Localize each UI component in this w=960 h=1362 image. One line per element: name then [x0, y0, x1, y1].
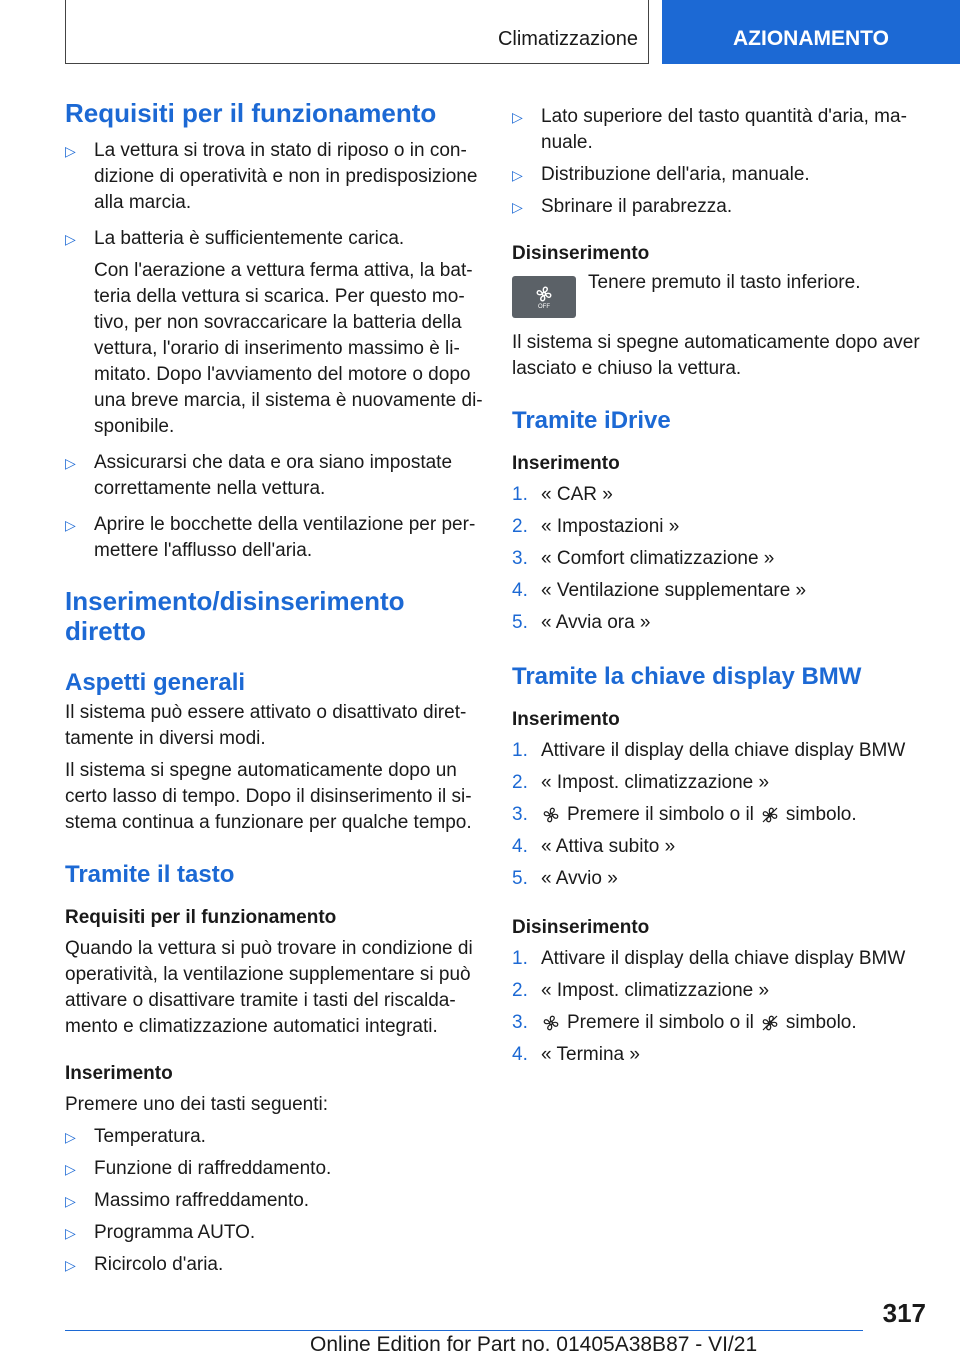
footer-edition: Online Edition for Part no. 01405A38B87 - VI/21	[310, 1333, 758, 1356]
key-off-step: 1. Attivare il display della chiave display BMW	[512, 948, 906, 969]
bullet-triangle-icon: ▷	[65, 455, 76, 471]
key-on-step: 4. « Attiva subito »	[512, 836, 676, 857]
key-on-step: 2. « Impost. climatizzazione »	[512, 772, 770, 793]
bullet-triangle-icon: ▷	[65, 231, 76, 247]
fan-off-icon	[760, 805, 780, 825]
general-paragraph-1: Il sistema può essere attivato o disattivato diret-tamente in diversi modi.	[65, 702, 467, 749]
off-auto-text: Il sistema si spegne automaticamente dopo aver lasciato e chiuso la vettura.	[512, 332, 920, 379]
bullet-item: ▷ Ricircolo d'aria.	[65, 1252, 483, 1278]
fan-off-key-icon	[512, 276, 576, 318]
key-off-step: 3. Premere il simbolo o il simbolo.	[512, 1012, 857, 1033]
key-on-step: 3. Premere il simbolo o il simbolo.	[512, 804, 857, 825]
on-text: Premere uno dei tasti seguenti:	[65, 1094, 328, 1115]
bullet-triangle-icon: ▷	[65, 143, 76, 159]
direct-title: Inserimento/disinserimento diretto	[65, 586, 405, 646]
idrive-title: Tramite iDrive	[512, 407, 671, 434]
off-heading: Disinserimento	[512, 243, 650, 264]
idrive-on-heading: Inserimento	[512, 453, 620, 474]
button-title: Tramite il tasto	[65, 861, 235, 888]
bullet-triangle-icon: ▷	[512, 199, 523, 215]
fan-icon	[541, 1013, 561, 1033]
fan-icon	[541, 805, 561, 825]
general-paragraph-2: Il sistema si spegne automaticamente dopo un certo lasso di tempo. Dopo il disinserimento il si-stema continua a funzionare per qualche tempo.	[65, 760, 472, 833]
bullet-triangle-icon: ▷	[65, 1129, 76, 1145]
key-off-step: 4. « Termina »	[512, 1044, 640, 1065]
off-key-row	[512, 272, 930, 318]
fan-off-icon	[760, 1013, 780, 1033]
button-req-heading: Requisiti per il funzionamento	[65, 907, 337, 928]
bullet-item: ▷ Lato superiore del tasto quantità d'aria, ma-nuale.	[512, 104, 930, 156]
bullet-item: ▷ Funzione di raffreddamento.	[65, 1156, 483, 1182]
key-on-heading: Inserimento	[512, 709, 620, 730]
bullet-triangle-icon: ▷	[512, 167, 523, 183]
chapter-tab[interactable]	[662, 0, 960, 64]
key-off-heading: Disinserimento	[512, 917, 650, 938]
key-off-step: 2. « Impost. climatizzazione »	[512, 980, 770, 1001]
idrive-step: 1. « CAR »	[512, 484, 613, 505]
on-heading: Inserimento	[65, 1063, 173, 1084]
bullet-item: ▷ Distribuzione dell'aria, manuale.	[512, 162, 930, 188]
bullet-item: ▷ Aprire le bocchette della ventilazione per per-mettere l'afflusso dell'aria.	[65, 512, 483, 564]
idrive-step: 3. « Comfort climatizzazione »	[512, 548, 775, 569]
bullet-item: ▷ Assicurarsi che data e ora siano impostate correttamente nella vettura.	[65, 450, 483, 502]
section-title: Climatizzazione	[497, 28, 638, 50]
bullet-item: ▷ Temperatura.	[65, 1124, 483, 1150]
bullet-item: ▷ La batteria è sufficientemente carica.	[65, 226, 483, 252]
idrive-step: 2. « Impostazioni »	[512, 516, 680, 537]
bullet-triangle-icon: ▷	[65, 1193, 76, 1209]
bullet-item: ▷ La vettura si trova in stato di riposo o in con-dizione di operatività e non in predisposizione alla marcia.	[65, 138, 483, 216]
general-title: Aspetti generali	[65, 669, 246, 696]
bullet-triangle-icon: ▷	[512, 109, 523, 125]
idrive-step: 4. « Ventilazione supplementare »	[512, 580, 807, 601]
battery-note: Con l'aerazione a vettura ferma attiva, la bat-teria della vettura si scarica. Per questo mo-tivo, per non sovraccaricare la batteria della vettura, l'orario di inserimento massimo è li-mitato. Dopo l'avviamento del motore o dopo una breve marcia, il sistema è nuovamente di-sponibile.	[94, 260, 483, 437]
bullet-item: ▷ Programma AUTO.	[65, 1220, 483, 1246]
bullet-triangle-icon: ▷	[65, 1257, 76, 1273]
svg-text:OFF: OFF	[538, 304, 550, 310]
right-column	[512, 104, 930, 1068]
button-req-text: Quando la vettura si può trovare in condizione di operatività, la ventilazione supplementare si può attivare o disattivare tramite i tasti del riscalda-mento e climatizzazione automatici integrati.	[65, 938, 473, 1037]
bullet-item: ▷ Massimo raffreddamento.	[65, 1188, 483, 1214]
footer-divider	[65, 1330, 863, 1331]
left-column	[65, 98, 483, 1278]
key-on-step: 1. Attivare il display della chiave display BMW	[512, 740, 906, 761]
page-number: 317	[882, 1298, 926, 1328]
bullet-triangle-icon: ▷	[65, 517, 76, 533]
req-title: Requisiti per il funzionamento	[65, 98, 437, 128]
bullet-triangle-icon: ▷	[65, 1161, 76, 1177]
chapter-label: AZIONAMENTO	[733, 27, 889, 50]
bullet-triangle-icon: ▷	[65, 1225, 76, 1241]
idrive-step: 5. « Avvia ora »	[512, 612, 651, 633]
display-key-title: Tramite la chiave display BMW	[512, 663, 862, 690]
bullet-item: ▷ Sbrinare il parabrezza.	[512, 194, 930, 220]
key-on-step: 5. « Avvio »	[512, 868, 618, 889]
off-text: Tenere premuto il tasto inferiore.	[588, 272, 861, 293]
